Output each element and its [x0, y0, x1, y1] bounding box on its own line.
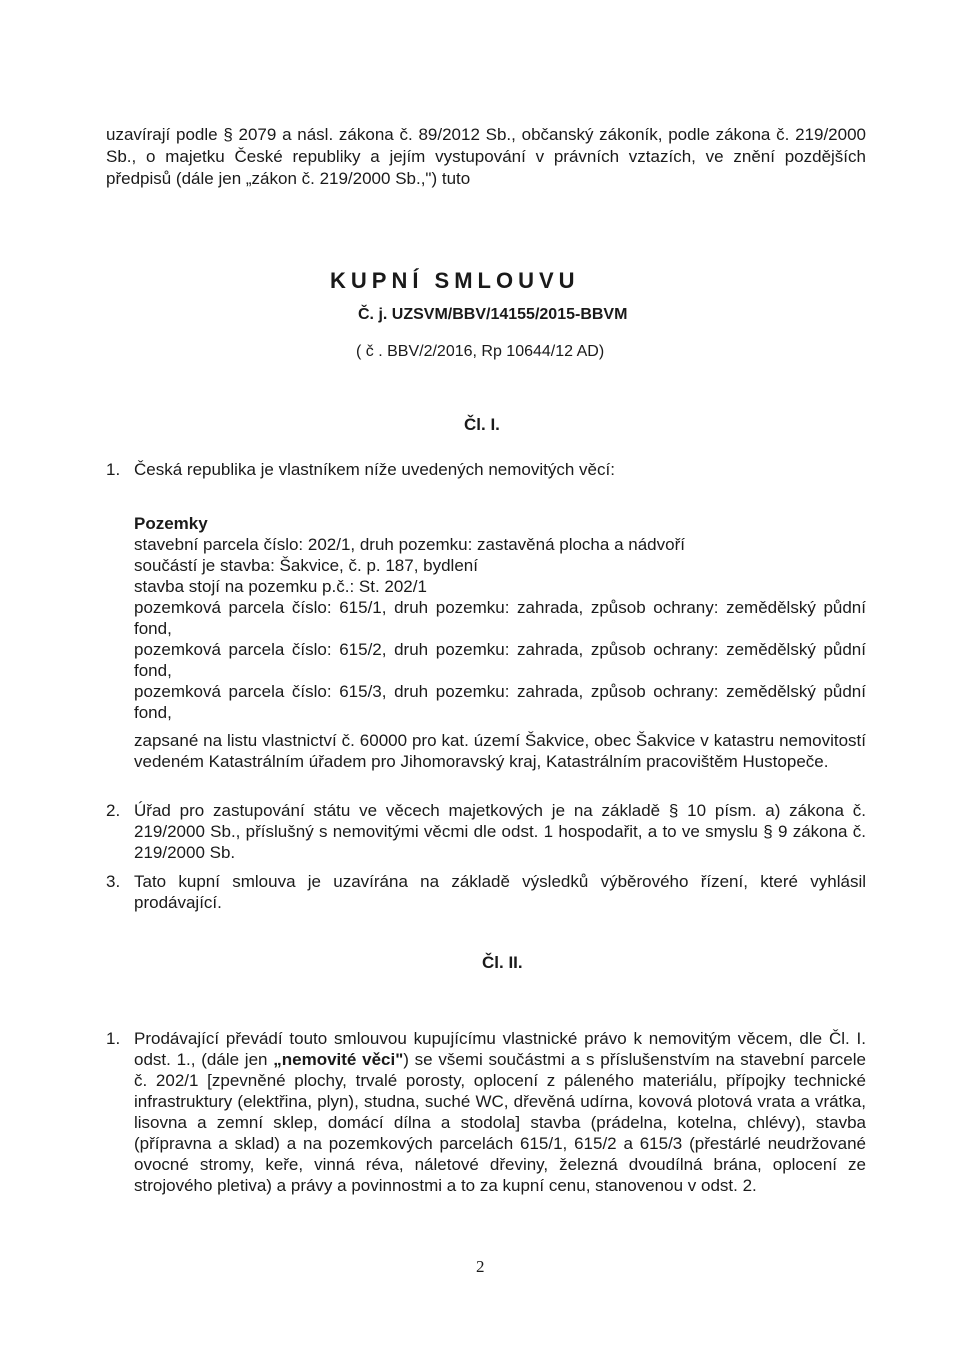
property-line: stavební parcela číslo: 202/1, druh pozemku: zastavěná plocha a nádvoří	[134, 535, 685, 554]
page-number: 2	[476, 1257, 485, 1276]
text-segment: Prodávající převádí touto smlouvou kupujícímu vlastnické právo k nemovitým věcem, dle Čl. I. odst. 1., (dále jen	[134, 1029, 866, 1069]
item-number: 2.	[106, 801, 121, 820]
property-list	[134, 513, 866, 723]
property-heading: Pozemky	[134, 514, 208, 533]
property-line: součástí je stavba: Šakvice, č. p. 187, bydlení	[134, 556, 478, 575]
intro-paragraph	[106, 124, 866, 190]
parcel-entry: pozemková parcela číslo: 615/1, druh pozemku: zahrada, způsob ochrany: zemědělský půdní fond,	[134, 598, 866, 638]
item-number: 3.	[106, 872, 121, 891]
article-1-item-3	[106, 871, 866, 913]
parcel-entry: pozemková parcela číslo: 615/3, druh pozemku: zahrada, způsob ochrany: zemědělský půdní fond,	[134, 682, 866, 722]
property-line: stavba stojí na pozemku p.č.: St. 202/1	[134, 577, 427, 596]
defined-term: „nemovité věci"	[273, 1050, 404, 1069]
article-2-item-1	[106, 1028, 866, 1196]
article-2-heading: Čl. II.	[482, 953, 523, 972]
registry-text: zapsané na listu vlastnictví č. 60000 pro kat. území Šakvice, obec Šakvice v katastru nemovitostí vedeném Katastrálním úřadem pro Jihomoravský kraj, Katastrálním pracovištěm Hustopeče.	[134, 731, 866, 771]
item-number: 1.	[106, 460, 121, 479]
item-text: Úřad pro zastupování státu ve věcech majetkových je na základě § 10 písm. a) zákona č. 219/2000 Sb., příslušný s nemovitými věcmi dle odst. 1 hospodařit, a to ve smyslu § 9 zákona č. 219/2000 Sb.	[134, 801, 866, 862]
item-number: 1.	[106, 1029, 121, 1048]
reference-number: Č. j. UZSVM/BBV/14155/2015-BBVM	[358, 306, 628, 323]
reference-alt: ( č . BBV/2/2016, Rp 10644/12 AD)	[356, 343, 605, 360]
parcel-entry: pozemková parcela číslo: 615/2, druh pozemku: zahrada, způsob ochrany: zemědělský půdní fond,	[134, 640, 866, 680]
article-1-item-2	[106, 800, 866, 863]
registry-paragraph	[134, 730, 866, 772]
contract-title: KUPNÍ SMLOUVU	[330, 268, 580, 293]
article-1-heading: Čl. I.	[464, 415, 500, 434]
intro-text: uzavírají podle § 2079 a násl. zákona č. 89/2012 Sb., občanský zákoník, podle zákona č. 219/2000 Sb., o majetku České republiky a jejím vystupování v právních vztazích, ve znění pozdějších předpisů (dále jen „zákon č. 219/2000 Sb.,") tuto	[106, 125, 866, 188]
item-text: Česká republika je vlastníkem níže uvedených nemovitých věcí:	[134, 460, 615, 479]
text-segment: ) se všemi součástmi a s příslušenstvím na stavební parcele č. 202/1 [zpevněné plochy, trvalé porosty, oplocení z páleného materiálu, přípojky technické infrastruktury (elektřina, plyn), studna, suché WC, dřevěná udírna, kovová plotová vrata a vrátka, lisovna a zemní sklep, domácí dílna a stodola] stavba (prádelna, kotelna, chlévy), stavba (přípravna a sklad) a na pozemkových parcelách 615/1, 615/2 a 615/3 (přestárlé neudržované ovocné stromy, keře, vinná réva, náletové dřeviny, železná dvoudílná brána, oplocení ze strojového pletiva) a právy a povinnostmi a to za kupní cenu, stanovenou v odst. 2.	[134, 1050, 866, 1195]
item-text: Tato kupní smlouva je uzavírána na základě výsledků výběrového řízení, které vyhlásil prodávající.	[134, 872, 866, 912]
item-text	[134, 1028, 866, 1196]
article-1-item-1	[106, 459, 866, 480]
